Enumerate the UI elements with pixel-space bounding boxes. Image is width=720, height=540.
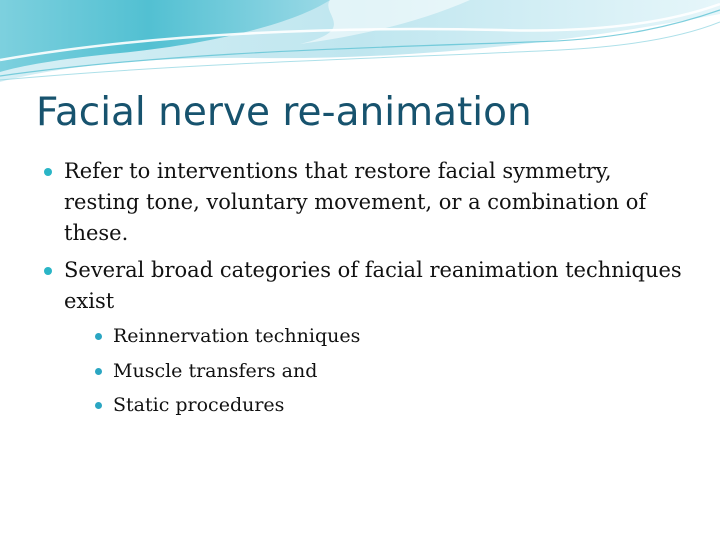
- sub-bullet-text: Reinnervation techniques: [113, 325, 361, 347]
- header-wave-decoration: [0, 0, 720, 90]
- bullet-dot-icon: [44, 267, 52, 275]
- bullet-text: Several broad categories of facial reanimation techniques exist: [64, 258, 682, 313]
- bullet-item: [44, 156, 684, 249]
- sub-bullet-dot-icon: [95, 368, 102, 375]
- bullet-text: Refer to interventions that restore facial symmetry, resting tone, voluntary movement, or a combination of these.: [64, 159, 647, 245]
- slide-content: [44, 156, 684, 429]
- sub-bullet-item: [92, 354, 684, 389]
- bullet-list: [44, 156, 684, 423]
- sub-bullet-text: Static procedures: [113, 394, 285, 416]
- sub-bullet-item: [92, 319, 684, 354]
- sub-bullet-item: [92, 388, 684, 423]
- sub-bullet-text: Muscle transfers and: [113, 359, 318, 382]
- bullet-item: [44, 255, 684, 423]
- sub-bullet-dot-icon: [95, 402, 102, 409]
- slide-title: Facial nerve re-animation: [36, 90, 532, 135]
- sub-bullet-dot-icon: [95, 333, 102, 340]
- bullet-dot-icon: [44, 168, 52, 176]
- sub-bullet-list: [64, 319, 684, 423]
